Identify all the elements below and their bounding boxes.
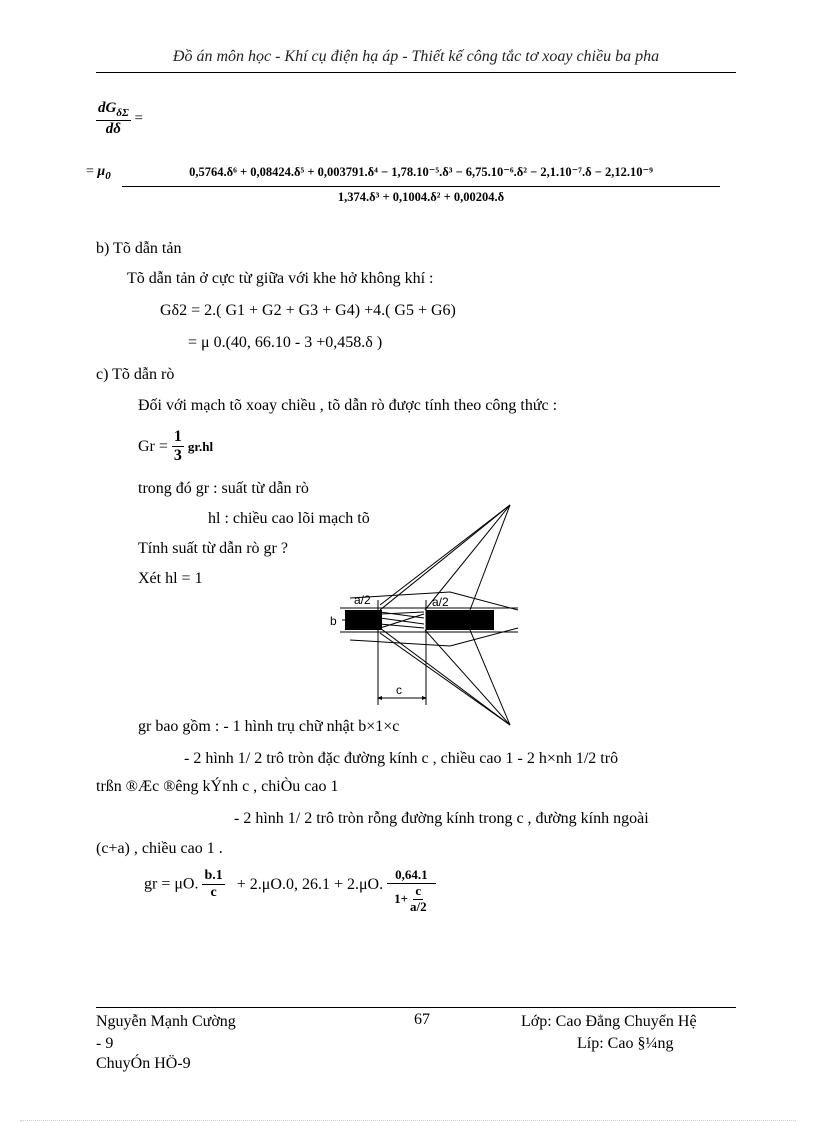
section-c-desc: Đối với mạch tõ xoay chiều , tõ dẫn rò được tính theo công thức : (138, 397, 558, 414)
section-b-title: b) Tõ dẫn tản (96, 240, 182, 257)
section-b-desc: Tõ dẫn tản ở cực từ giữa với khe hở không khí : (127, 270, 434, 287)
where-line-1: trong đó gr : suất từ dẫn rò (138, 480, 309, 497)
derivative-numerator: 0,5764.δ⁶ + 0,08424.δ⁵ + 0,003791.δ⁴ − 1,78.10⁻⁵.δ³ − 6,75.10⁻⁶.δ² − 2,1.10⁻⁷.δ − 2,12.10⁻⁹ (189, 165, 653, 179)
includes-line-2: - 2 hình 1/ 2 trô tròn đặc đường kính c , chiều cao 1 - 2 h×nh 1/2 trô (184, 750, 619, 767)
derivative-denominator: 1,374.δ³ + 0,1004.δ² + 0,00204.δ (337, 190, 505, 204)
label-a2-left: a/2 (354, 593, 371, 607)
includes-line-5: (c+a) , chiều cao 1 . (96, 840, 223, 857)
derivative-fraction-bar (122, 186, 720, 187)
section-b-eq2: = μ 0.(40, 66.10 - 3 +0,458.δ ) (188, 334, 383, 351)
where-line-2: hl : chiều cao lõi mạch tõ (208, 510, 370, 527)
footer-author: Nguyễn Mạnh Cường (96, 1013, 236, 1030)
derivative-eq-sign: = $\mu_0$ (86, 164, 111, 182)
consider-line: Xét hl = 1 (138, 570, 203, 587)
footer-rule (96, 1007, 736, 1008)
section-b-eq1: Gδ2 = 2.( G1 + G2 + G3 + G4) +4.( G5 + G6) (160, 302, 456, 319)
section-c-title: c) Tõ dẫn rò (96, 366, 175, 383)
gr-definition: Gr = $\frac{1}{3}$ gr.hl (138, 428, 214, 465)
page-header: Đồ án môn học - Khí cụ điện hạ áp - Thiết kế công tắc tơ xoay chiều ba pha (172, 48, 660, 65)
footer-author-cont2: ChuyÓn HÖ-9 (96, 1055, 191, 1072)
label-c: c (396, 683, 402, 697)
question-line: Tính suất từ dẫn rò gr ? (138, 540, 288, 557)
footer-class: Lớp: Cao Đẳng Chuyển Hệ (521, 1013, 697, 1030)
footer-author-cont: - 9 (96, 1035, 114, 1052)
includes-line-3: trßn ®Æc ®êng kÝnh c , chiÒu cao 1 (96, 778, 339, 795)
gr-formula: gr = μO. $\frac{b.1}{c}$ + 2.μO.0, 26.1 + 2.μO. 0,64.1 1+ $\frac{c}{a/2}$ (144, 868, 436, 915)
derivative-lhs: $\frac{dG_{\delta\Sigma}}{d\delta}$ = (98, 100, 144, 137)
footer-class-2: Líp: Cao §¼ng (577, 1035, 674, 1052)
includes-line-1: gr bao gồm : - 1 hình trụ chữ nhật b×1×c (138, 718, 400, 735)
page-number: 67 (414, 1011, 430, 1028)
includes-line-4: - 2 hình 1/ 2 trô tròn rỗng đường kính trong c , đường kính ngoài (234, 810, 649, 827)
leakage-flux-figure (320, 500, 530, 730)
label-a2-right: a/2 (432, 595, 449, 609)
page-bottom-dotted-rule (20, 1120, 796, 1121)
header-rule (96, 72, 736, 73)
label-b: b (330, 614, 337, 628)
